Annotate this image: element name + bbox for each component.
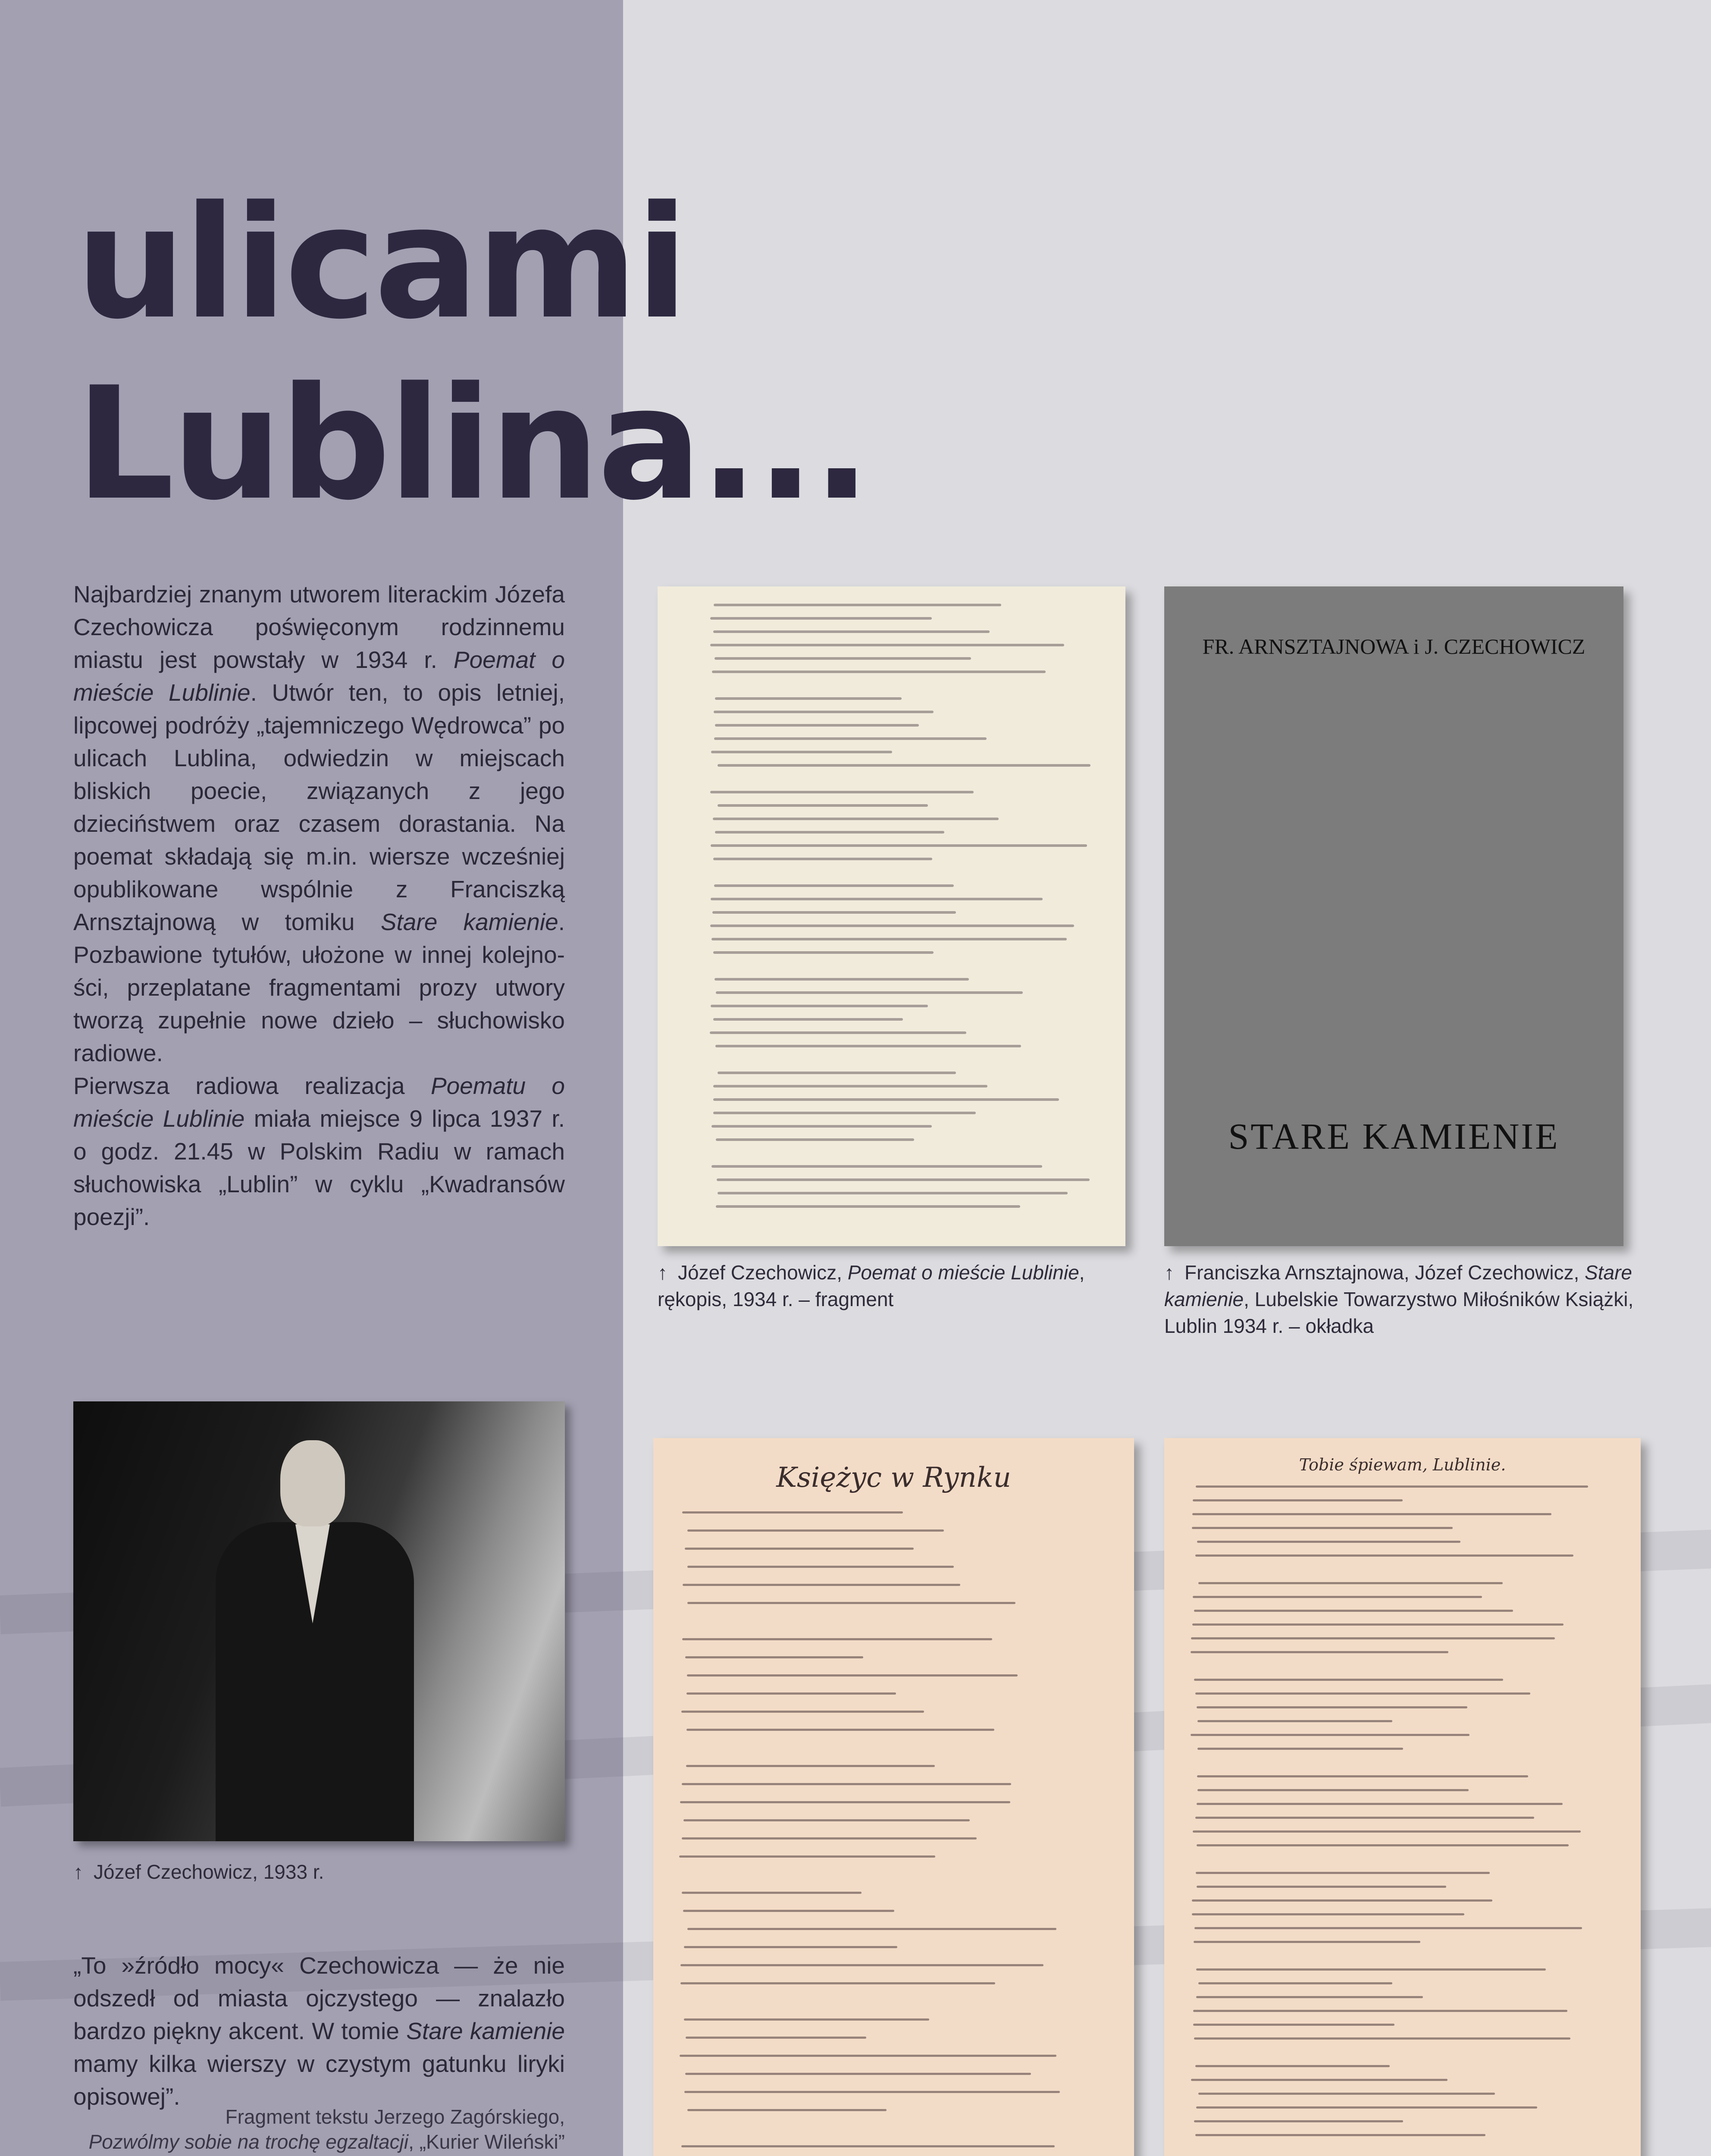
caption-text: Józef Czechowicz, 1933 r. bbox=[94, 1861, 324, 1883]
handwriting-stroke bbox=[1193, 1596, 1482, 1598]
handwriting-stroke bbox=[680, 1964, 1044, 1966]
handwriting-stroke bbox=[714, 884, 954, 887]
handwriting-stroke bbox=[1192, 1623, 1564, 1626]
handwriting-stroke bbox=[710, 791, 974, 793]
handwriting-stroke bbox=[714, 711, 934, 713]
handwriting-stroke bbox=[717, 1178, 1090, 1181]
manuscript-b-title: Tobie śpiewam, Lublinie. bbox=[1299, 1455, 1506, 1474]
handwriting-stroke bbox=[1197, 1844, 1569, 1846]
handwriting-stroke bbox=[685, 2073, 1031, 2075]
handwriting-stroke bbox=[714, 737, 987, 740]
handwriting-stroke bbox=[1197, 1748, 1403, 1750]
handwriting-stroke bbox=[1197, 1803, 1562, 1805]
quote-text bbox=[73, 1949, 565, 2113]
handwriting-stroke bbox=[1194, 1941, 1420, 1943]
photo-caption bbox=[73, 1858, 324, 1885]
handwriting-stroke bbox=[1195, 1817, 1534, 1819]
handwriting-stroke bbox=[1198, 2093, 1495, 2095]
handwriting-stroke bbox=[716, 1205, 1020, 1208]
handwriting-stroke bbox=[1198, 1582, 1503, 1584]
handwriting-stroke bbox=[718, 1072, 956, 1074]
handwriting-stroke bbox=[687, 1566, 954, 1568]
handwriting-stroke bbox=[713, 630, 990, 633]
handwriting-stroke bbox=[710, 617, 932, 620]
handwriting-stroke bbox=[681, 1711, 924, 1713]
handwriting-stroke bbox=[1197, 1720, 1392, 1722]
handwriting-stroke bbox=[686, 1729, 994, 1731]
caption-text: Józef Czechowicz, bbox=[678, 1261, 848, 1284]
handwriting-stroke bbox=[1192, 1913, 1464, 1915]
quote-source-title: Pozwólmy sobie na trochę egzaltacji bbox=[88, 2131, 409, 2153]
caption-text: , rękopis, 1934 r. – fragment bbox=[658, 1261, 1085, 1310]
handwriting-stroke bbox=[686, 1765, 935, 1767]
handwriting-stroke bbox=[718, 1192, 1068, 1194]
handwriting-stroke bbox=[1192, 1899, 1492, 1902]
handwriting-stroke bbox=[683, 1819, 970, 1821]
handwriting-stroke bbox=[685, 1548, 913, 1550]
handwriting-stroke bbox=[1194, 2120, 1403, 2122]
handwriting-stroke bbox=[1197, 1886, 1446, 1888]
handwriting-stroke bbox=[718, 804, 928, 807]
page-title bbox=[75, 172, 869, 535]
intro-part: . Utwór ten, to opis letniej, lipcowej podróży „tajemniczego Wędrowca” po ulicach Lublina, odwiedzin w miejscach bliskich poecie, związanych z jego dzieciństwem oraz czasem dorastania. Na poemat składają się m.in. wiersze wcześniej opublikowane wspólnie z Franciszką Arnsztajnową w tomiku bbox=[73, 679, 565, 935]
handwriting-stroke bbox=[680, 1982, 995, 1984]
handwriting-stroke bbox=[1194, 1927, 1582, 1929]
handwriting-stroke bbox=[687, 1602, 1015, 1604]
quote-part: mamy kilka wierszy w czystym gatunku liryki opisowej”. bbox=[73, 2050, 565, 2110]
intro-work-title: Stare kamienie bbox=[380, 909, 558, 935]
handwriting-stroke bbox=[682, 1638, 992, 1640]
handwriting-stroke bbox=[681, 2145, 1055, 2147]
handwriting-stroke bbox=[1191, 1651, 1449, 1653]
handwriting-stroke bbox=[1197, 1775, 1528, 1777]
handwriting-stroke bbox=[714, 657, 971, 660]
arrow-up-icon: ↑ bbox=[1164, 1261, 1174, 1284]
book-cover-caption bbox=[1164, 1259, 1647, 1339]
title-line-2: Lublina... bbox=[75, 354, 869, 534]
handwriting-stroke bbox=[1194, 1679, 1504, 1681]
handwriting-stroke bbox=[713, 818, 998, 820]
handwriting-stroke bbox=[1192, 1527, 1453, 1529]
book-cover-image bbox=[1164, 586, 1623, 1246]
handwriting-stroke bbox=[716, 991, 1023, 994]
handwriting-stroke bbox=[680, 2055, 1056, 2057]
quote-source bbox=[73, 2104, 565, 2156]
handwriting-stroke bbox=[718, 764, 1091, 767]
handwriting-stroke bbox=[1197, 1541, 1460, 1543]
quote-source-line: , „Kurier Wileński” bbox=[408, 2131, 565, 2153]
handwriting-stroke bbox=[683, 1584, 960, 1586]
handwriting-stroke bbox=[1197, 1706, 1467, 1708]
handwriting-stroke bbox=[714, 978, 969, 981]
handwriting-stroke bbox=[715, 697, 902, 700]
handwriting-stroke bbox=[716, 1138, 914, 1141]
handwriting-stroke bbox=[1195, 1692, 1530, 1695]
handwriting-stroke bbox=[1191, 1637, 1555, 1639]
handwriting-stroke bbox=[684, 2018, 929, 2021]
handwriting-stroke bbox=[715, 1045, 1021, 1047]
handwriting-stroke bbox=[710, 1031, 967, 1034]
handwriting-stroke bbox=[683, 1910, 894, 1912]
handwriting-stroke bbox=[710, 924, 1074, 927]
manuscript-poem-image bbox=[658, 586, 1125, 1246]
quote-part: „To »źródło mocy« Czechowicza — że nie odszedł od miasta ojczystego — znalazło bardzo piękny akcent. W tomie bbox=[73, 1952, 565, 2044]
handwriting-stroke bbox=[1196, 1872, 1490, 1874]
handwriting-stroke bbox=[686, 1692, 896, 1695]
caption-text: , Lubelskie Towarzystwo Miłośników Książki, Lublin 1934 r. – okładka bbox=[1164, 1288, 1634, 1337]
handwriting-stroke bbox=[713, 1112, 976, 1114]
handwritten-poem-b-image bbox=[1164, 1438, 1641, 2156]
handwriting-stroke bbox=[686, 2037, 866, 2039]
handwriting-stroke bbox=[715, 724, 918, 727]
manuscript-caption bbox=[658, 1259, 1132, 1313]
handwriting-stroke bbox=[684, 1946, 897, 1948]
handwriting-stroke bbox=[711, 751, 892, 753]
handwriting-stroke bbox=[680, 1801, 1010, 1803]
handwriting-stroke bbox=[1195, 1554, 1573, 1557]
intro-part: . Pozbawione tytułów, ułożone w innej kolejności, przeplatane fragmentami prozy utwory tworzą zupełnie nowe dzieło – słuchowisko radiowe. bbox=[73, 909, 565, 1066]
handwriting-stroke bbox=[1195, 2134, 1485, 2136]
handwriting-stroke bbox=[712, 671, 1046, 673]
handwriting-stroke bbox=[1193, 1499, 1403, 1501]
arrow-up-icon: ↑ bbox=[658, 1261, 667, 1284]
portrait-photo bbox=[73, 1401, 565, 1841]
handwriting-stroke bbox=[1196, 1485, 1588, 1488]
handwriting-stroke bbox=[1198, 1982, 1392, 1984]
handwriting-stroke bbox=[1196, 1968, 1546, 1971]
intro-part: miała miejsce 9 lipca 1937 r. o godz. 21.45 w Polskim Radiu w ramach słuchowiska „Lublin” w cyklu „Kwadransów poezji”. bbox=[73, 1105, 565, 1230]
handwriting-stroke bbox=[687, 1529, 944, 1532]
handwriting-stroke bbox=[712, 911, 956, 914]
handwriting-stroke bbox=[1191, 1734, 1470, 1736]
quote-work-title: Stare kamienie bbox=[406, 2018, 565, 2044]
intro-part: Pierwsza radiowa realizacja bbox=[73, 1072, 431, 1099]
handwritten-poem-a-image bbox=[653, 1438, 1134, 2156]
handwriting-stroke bbox=[1193, 2024, 1394, 2026]
handwriting-stroke bbox=[711, 938, 1067, 940]
quote-source-line: Fragment tekstu Jerzego Zagórskiego, bbox=[225, 2106, 565, 2128]
handwriting-stroke bbox=[1195, 2065, 1390, 2067]
handwriting-stroke bbox=[687, 1674, 1018, 1677]
handwriting-stroke bbox=[1194, 1610, 1513, 1612]
handwriting-stroke bbox=[679, 1855, 935, 1858]
handwriting-stroke bbox=[1196, 2106, 1538, 2109]
handwriting-stroke bbox=[1193, 2010, 1567, 2012]
figure-head bbox=[280, 1440, 345, 1526]
handwriting-stroke bbox=[1197, 1789, 1469, 1791]
handwriting-stroke bbox=[713, 951, 933, 954]
caption-work-title: Poemat o mieście Lublinie bbox=[847, 1261, 1079, 1284]
caption-text: Franciszka Arnsztajnowa, Józef Czechowicz, bbox=[1185, 1261, 1585, 1284]
book-author: FR. ARNSZTAJNOWA i J. CZECHOWICZ bbox=[1202, 634, 1586, 658]
handwriting-stroke bbox=[710, 644, 1064, 646]
handwriting-stroke bbox=[711, 844, 1087, 847]
handwriting-stroke bbox=[713, 1085, 987, 1087]
handwriting-stroke bbox=[682, 1783, 1011, 1785]
handwriting-stroke bbox=[682, 1892, 862, 1894]
title-line-1: ulicami bbox=[75, 172, 686, 353]
handwriting-stroke bbox=[711, 1165, 1042, 1168]
book-title: STARE KAMIENIE bbox=[1228, 1116, 1560, 1157]
handwriting-stroke bbox=[711, 1125, 932, 1128]
handwriting-stroke bbox=[713, 858, 933, 860]
handwriting-stroke bbox=[1194, 2037, 1570, 2040]
handwriting-stroke bbox=[713, 1018, 903, 1021]
handwriting-stroke bbox=[684, 2091, 1060, 2093]
handwriting-stroke bbox=[713, 1098, 1059, 1101]
handwriting-stroke bbox=[682, 1511, 903, 1514]
intro-part: Najbardziej znanym utworem literackim Józefa Czechowicza poświęconym rodzinnemu miastu jest powstały w 1934 r. bbox=[73, 581, 565, 673]
handwriting-stroke bbox=[682, 1837, 977, 1839]
arrow-up-icon: ↑ bbox=[73, 1861, 83, 1883]
handwriting-stroke bbox=[1192, 1513, 1551, 1515]
handwriting-stroke bbox=[715, 831, 944, 834]
handwriting-stroke bbox=[687, 1928, 1056, 1930]
handwriting-stroke bbox=[711, 898, 1043, 900]
handwriting-stroke bbox=[711, 1005, 928, 1007]
intro-work-title: Poemat o mieście Lublinie bbox=[73, 646, 565, 706]
intro-work-title: Poematu o mieście Lublinie bbox=[73, 1072, 565, 1132]
handwriting-stroke bbox=[1196, 1996, 1423, 1998]
handwriting-stroke bbox=[714, 604, 1001, 606]
handwriting-stroke bbox=[1191, 2079, 1448, 2081]
manuscript-a-title: Księżyc w Rynku bbox=[776, 1462, 1011, 1494]
intro-text bbox=[73, 578, 565, 1233]
handwriting-stroke bbox=[685, 1656, 863, 1658]
handwriting-stroke bbox=[687, 2109, 887, 2111]
handwriting-stroke bbox=[1193, 1830, 1581, 1833]
caption-work-title: Stare kamienie bbox=[1164, 1261, 1632, 1310]
